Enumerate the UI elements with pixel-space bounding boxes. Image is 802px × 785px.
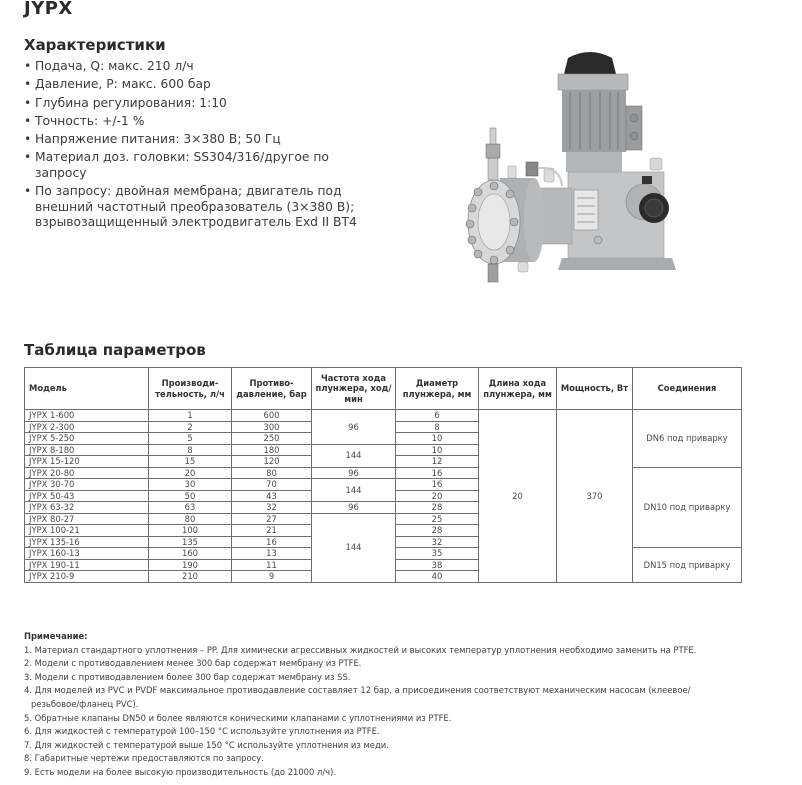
cell-stroke-length: 20: [479, 410, 557, 583]
cell-plunger-diameter: 8: [396, 421, 479, 433]
cell-pressure: 21: [232, 525, 312, 537]
cell-plunger-diameter: 28: [396, 525, 479, 537]
cell-stroke-rate: 96: [312, 467, 396, 479]
table-heading: Таблица параметров: [24, 341, 206, 359]
cell-capacity: 210: [149, 571, 232, 583]
cell-pressure: 11: [232, 559, 312, 571]
cell-connection: DN6 под приварку: [633, 410, 742, 468]
cell-model: JYPX 160-13: [25, 548, 149, 560]
cell-plunger-diameter: 25: [396, 513, 479, 525]
column-header-stroke-length: Длина хода плунжера, мм: [479, 368, 557, 410]
cell-pressure: 16: [232, 536, 312, 548]
note-item: 6. Для жидкостей с температурой 100–150 °C используйте уплотнения из PTFE.: [24, 726, 380, 737]
cell-pressure: 27: [232, 513, 312, 525]
note-item: 8. Габаритные чертежи предоставляются по запросу.: [24, 753, 264, 764]
table-row: [25, 410, 742, 422]
cell-plunger-diameter: 16: [396, 467, 479, 479]
feature-item: • Глубина регулирования: 1:10: [24, 96, 369, 112]
cell-plunger-diameter: 10: [396, 444, 479, 456]
cell-pressure: 180: [232, 444, 312, 456]
note-item: 7. Для жидкостей с температурой выше 150 °C используйте уплотнения из меди.: [24, 739, 389, 750]
cell-capacity: 190: [149, 559, 232, 571]
feature-item: • Материал доз. головки: SS304/316/другое по запросу: [24, 150, 369, 181]
note-item: 4. Для моделей из PVC и PVDF максимальное противодавление составляет 12 бар, а присоединения соответствуют механическим насосам (клеевое/: [24, 685, 691, 696]
cell-pressure: 250: [232, 433, 312, 445]
cell-capacity: 50: [149, 490, 232, 502]
feature-item: • По запросу: двойная мембрана; двигатель под внешний частотный преобразователь (3×380 В); взрывозащищенный электродвигатель Exd II BT4: [24, 184, 369, 231]
cell-pressure: 120: [232, 456, 312, 468]
cell-plunger-diameter: 32: [396, 536, 479, 548]
cell-model: JYPX 2-300: [25, 421, 149, 433]
cell-plunger-diameter: 10: [396, 433, 479, 445]
column-header-plunger-diameter: Диаметр плунжера, мм: [396, 368, 479, 410]
cell-model: JYPX 100-21: [25, 525, 149, 537]
cell-plunger-diameter: 6: [396, 410, 479, 422]
cell-capacity: 135: [149, 536, 232, 548]
note-item: 3. Модели с противодавлением более 300 бар содержат мембрану из SS.: [24, 671, 351, 682]
cell-connection: DN10 под приварку: [633, 467, 742, 548]
cell-model: JYPX 5-250: [25, 433, 149, 445]
cell-model: JYPX 20-80: [25, 467, 149, 479]
cell-model: JYPX 63-32: [25, 502, 149, 514]
cell-capacity: 63: [149, 502, 232, 514]
cell-plunger-diameter: 40: [396, 571, 479, 583]
note-item: 2. Модели с противодавлением менее 300 бар содержат мембрану из PTFE.: [24, 658, 362, 669]
cell-pressure: 70: [232, 479, 312, 491]
cell-capacity: 100: [149, 525, 232, 537]
cell-power: 370: [557, 410, 633, 583]
cell-model: JYPX 210-9: [25, 571, 149, 583]
feature-item: • Подача, Q: макс. 210 л/ч: [24, 59, 369, 75]
cell-pressure: 13: [232, 548, 312, 560]
note-item: 9. Есть модели на более высокую производительность (до 21000 л/ч).: [24, 766, 337, 777]
column-header-pressure: Противо-давление, бар: [232, 368, 312, 410]
features-list: [24, 59, 369, 234]
cell-pressure: 80: [232, 467, 312, 479]
cell-connection: DN15 под приварку: [633, 548, 742, 583]
feature-item: • Давление, P: макс. 600 бар: [24, 77, 369, 93]
pump-photo: [440, 40, 700, 290]
cell-plunger-diameter: 28: [396, 502, 479, 514]
cell-capacity: 20: [149, 467, 232, 479]
cell-capacity: 15: [149, 456, 232, 468]
column-header-model: Модель: [25, 368, 149, 410]
column-header-power: Мощность, Вт: [557, 368, 633, 410]
column-header-stroke-rate: Частота хода плунжера, ход/мин: [312, 368, 396, 410]
cell-pressure: 9: [232, 571, 312, 583]
cell-model: JYPX 8-180: [25, 444, 149, 456]
cell-stroke-rate: 144: [312, 513, 396, 582]
parameters-table: [24, 367, 742, 583]
table-header-row: [25, 368, 742, 410]
cell-model: JYPX 30-70: [25, 479, 149, 491]
cell-capacity: 80: [149, 513, 232, 525]
column-header-capacity: Производи-тельность, л/ч: [149, 368, 232, 410]
cell-model: JYPX 190-11: [25, 559, 149, 571]
feature-item: • Точность: +/-1 %: [24, 114, 369, 130]
cell-pressure: 300: [232, 421, 312, 433]
notes-heading: Примечание:: [24, 631, 88, 641]
cell-stroke-rate: 144: [312, 444, 396, 467]
cell-plunger-diameter: 12: [396, 456, 479, 468]
cell-plunger-diameter: 20: [396, 490, 479, 502]
note-item-continuation: резьбовое/фланец PVC).: [31, 698, 139, 709]
cell-capacity: 30: [149, 479, 232, 491]
cell-capacity: 2: [149, 421, 232, 433]
feature-item: • Напряжение питания: 3×380 В; 50 Гц: [24, 132, 369, 148]
cell-model: JYPX 50-43: [25, 490, 149, 502]
notes-section: [24, 630, 784, 780]
features-heading: Характеристики: [24, 36, 166, 54]
cell-model: JYPX 135-16: [25, 536, 149, 548]
cell-capacity: 1: [149, 410, 232, 422]
cell-model: JYPX 15-120: [25, 456, 149, 468]
cell-plunger-diameter: 35: [396, 548, 479, 560]
cell-pressure: 43: [232, 490, 312, 502]
cell-capacity: 160: [149, 548, 232, 560]
cell-stroke-rate: 96: [312, 410, 396, 445]
cell-pressure: 32: [232, 502, 312, 514]
cell-stroke-rate: 96: [312, 502, 396, 514]
table-body: [25, 410, 742, 583]
table-row: [25, 467, 742, 479]
note-item: 5. Обратные клапаны DN50 и более являются коническими клапанами с уплотнениями из PTFE.: [24, 712, 452, 723]
cell-stroke-rate: 144: [312, 479, 396, 502]
cell-plunger-diameter: 16: [396, 479, 479, 491]
column-header-connections: Соединения: [633, 368, 742, 410]
page-title: JYPX: [24, 0, 73, 19]
cell-capacity: 5: [149, 433, 232, 445]
cell-model: JYPX 1-600: [25, 410, 149, 422]
cell-plunger-diameter: 38: [396, 559, 479, 571]
cell-model: JYPX 80-27: [25, 513, 149, 525]
cell-pressure: 600: [232, 410, 312, 422]
note-item: 1. Материал стандартного уплотнения – PP. Для химически агрессивных жидкостей и высоких температур уплотнения необходимо заменить на PTFE.: [24, 644, 697, 655]
cell-capacity: 8: [149, 444, 232, 456]
